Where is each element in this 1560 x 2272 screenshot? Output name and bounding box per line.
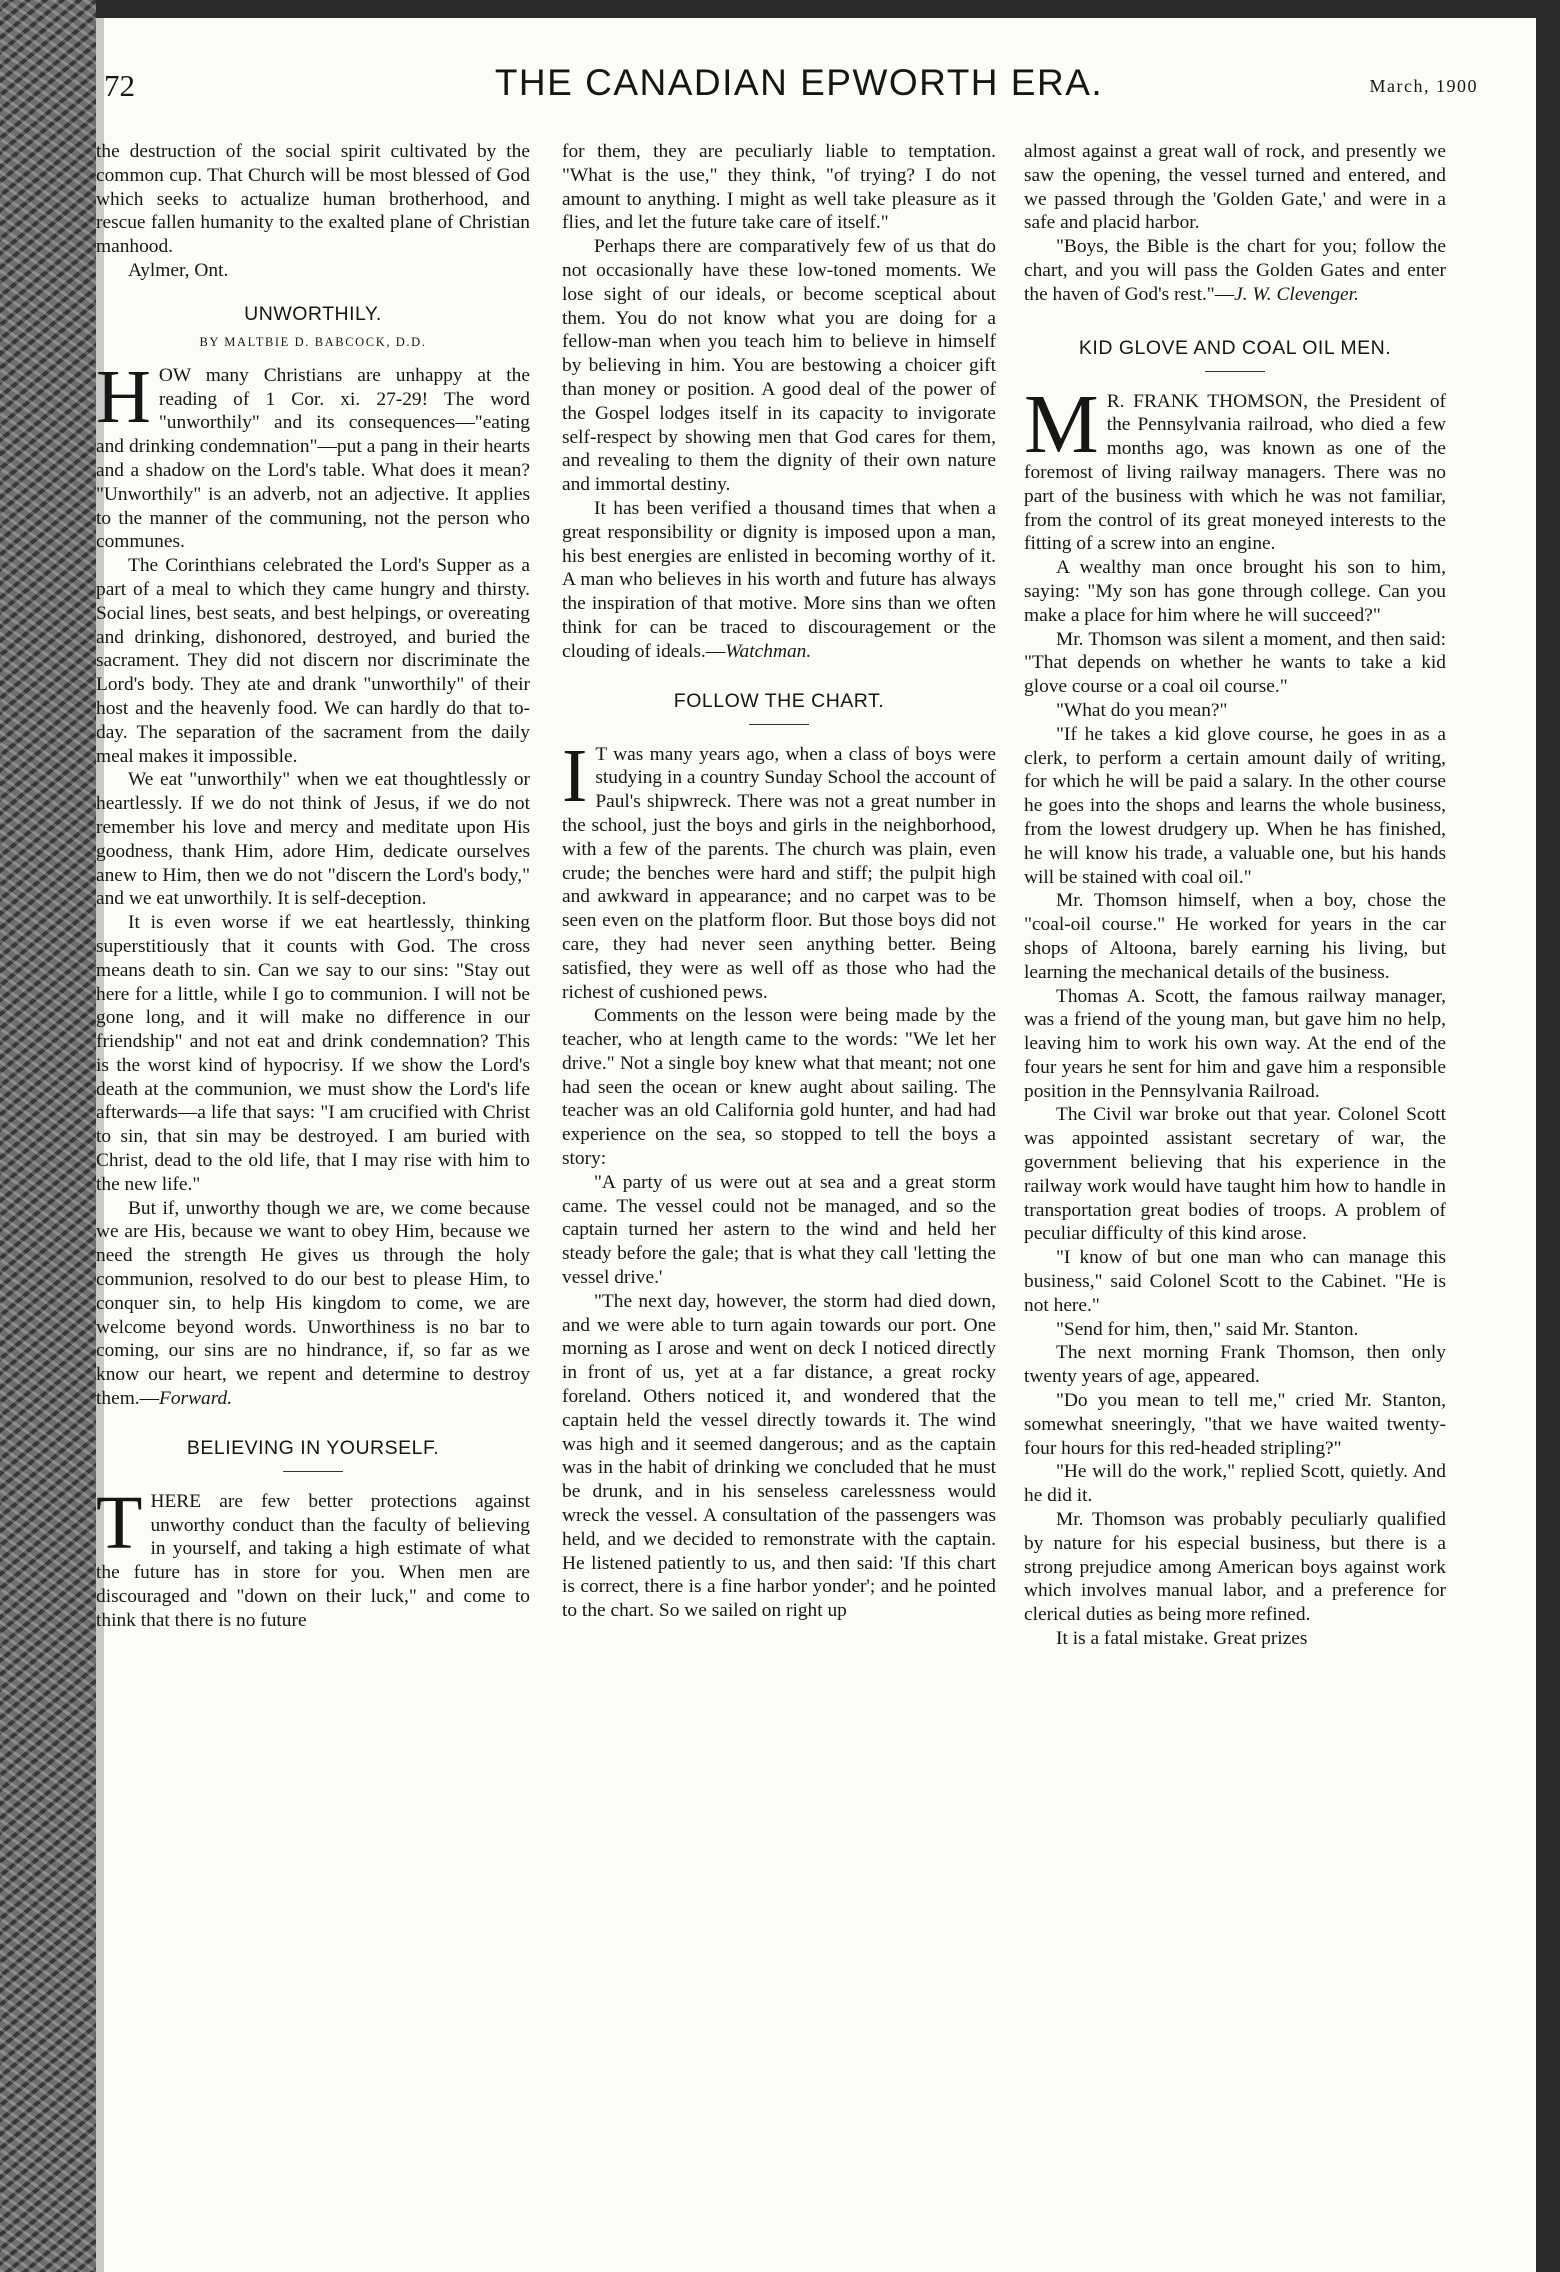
article-paragraph: It is a fatal mistake. Great prizes [1056, 1628, 1308, 1650]
title-rule [1205, 371, 1265, 372]
article-continuation: the destruction of the social spirit cultivated by the common cup. That Church will be most blessed of God which seeks to actualize human brotherhood, and rescue fallen humanity to the exalted plane of Christian manhood. [96, 141, 530, 258]
page-number: 72 [104, 68, 135, 103]
article-paragraph: I T was many years ago, when a class of boys were studying in a country Sunday School the account of Paul's shipwreck. There was not a great number in the school, just the boys and girls in the neighborhood, with a few of the parents. The church was plain, even crude; the benches were hard and stiff; the pulpit high and awkward in appearance; and no carpet was to be seen even on the platform floor. But those boys did not care, they had never seen anything better. Being satisfied, they were as well off as those who had the richest of cushioned pews. [562, 733, 996, 1003]
column-3 [1024, 140, 1446, 1651]
article-paragraph: It has been verified a thousand times that when a great responsibility or dignity is imposed upon a man, his best energies are enlisted in becoming worthy of it. A man who believes in his worth and future has always the inspiration of that motive. More sins than we often think for can be traced to discouragement or the clouding of ideals.—Watchman. [562, 497, 996, 662]
column-1 [96, 140, 530, 1633]
page-header [104, 60, 1494, 120]
article-paragraph: Mr. Thomson was probably peculiarly qualified by nature for his especial business, but there is a strong prejudice among American boys against work which involves manual labor, and a preference for clerical duties as being more refined. [1024, 1509, 1446, 1626]
article-paragraph: "What do you mean?" [1056, 699, 1228, 721]
article-paragraph: Mr. Thomson himself, when a boy, chose the "coal-oil course." He worked for years in the car shops of Altoona, barely earning his living, but learning the mechanical details of the business. [1024, 890, 1446, 983]
article-paragraph: THERE are few better protections against unworthy conduct than the faculty of believing in yourself, and taking a high estimate of what the future has in store for you. When men are discouraged and "down on their luck," and come to think that there is no future [96, 1480, 530, 1631]
article-title-kid-glove: KID GLOVE AND COAL OIL MEN. [1078, 336, 1392, 359]
article-title-follow-chart: FOLLOW THE CHART. [673, 689, 885, 712]
article-paragraph: The next morning Frank Thomson, then only twenty years of age, appeared. [1024, 1342, 1446, 1388]
column-2 [562, 140, 996, 1623]
article-paragraph: Comments on the lesson were being made by the teacher, who at length came to the words: "We let her drive." Not a single boy knew what that meant; not one had seen the ocean or knew aught about sailing. The teacher was an old California gold hunter, and had had experience on the sea, so stopped to tell the boys a story: [562, 1005, 996, 1170]
article-paragraph: HOW many Christians are unhappy at the reading of 1 Cor. xi. 27-29! The word "unworthily" and its consequences—"eating and drinking condemnation"—put a pang in their hearts and a shadow on the Lord's table. What does it mean? "Unworthily" is an adverb, not an adjective. It applies to the manner of the communing, not the person who communes. [96, 354, 530, 553]
article-paragraph: "Send for him, then," said Mr. Stanton. [1056, 1318, 1359, 1340]
article-paragraph: Thomas A. Scott, the famous railway manager, was a friend of the young man, but gave him no help, leaving him to work his own way. At the end of the four years he sent for him and gave him a responsible position in the Pennsylvania Railroad. [1024, 985, 1446, 1102]
title-rule [749, 724, 809, 725]
article-paragraph: "If he takes a kid glove course, he goes in as a clerk, to perform a certain amount daily of writing, for which he will be paid a salary. In the other course he goes into the shops and learns the whole business, from the lowest drudgery up. When he has finished, he will know his trade, a valuable one, but his hands will be stained with coal oil." [1024, 723, 1446, 888]
article-title-unworthily: UNWORTHILY. [244, 302, 382, 325]
place-signature: Aylmer, Ont. [128, 259, 229, 281]
drop-cap: H [96, 354, 151, 439]
article-paragraph: "The next day, however, the storm had died down, and we were able to turn again towards our port. One morning as I arose and went on deck I noticed directly in front of us, yet at a far distance, a great rocky foreland. Others noticed it, and wondered that the captain held the vessel directly towards it. The wind was high and it seemed dangerous; and as the captain was in the habit of drinking we concluded that he must be drunk, and in his senseless carelessness would wreck the vessel. A consultation of the passengers was held, and we decided to remonstrate with the captain. He listened patiently to us, and then said: 'If this chart is correct, there is a fine harbor yonder'; and he pointed to the chart. So we sailed on right up [562, 1290, 996, 1622]
article-paragraph: "A party of us were out at sea and a great storm came. The vessel could not be managed, and so the captain turned her astern to the wind and held her steady before the gale; that is what they call 'letting the vessel drive.' [562, 1171, 996, 1289]
article-title-believing: BELIEVING IN YOURSELF. [186, 1436, 440, 1459]
article-paragraph: The Corinthians celebrated the Lord's Supper as a part of a meal to which they came hungry and thirsty. Social lines, best seats, and best helpings, or overeating and drinking, dishonored, destroyed, and buried the sacrament. They did not discern nor discriminate the Lord's body. They ate and drank "unworthily" of their host and the heavenly food. We can hardly do that to-day. The separation of the sacrament from the daily meal makes it impossible. [96, 555, 530, 767]
byline: BY MALTBIE D. BABCOCK, D.D. [199, 334, 427, 349]
source-credit: Watchman. [725, 640, 812, 662]
article-paragraph: We eat "unworthily" when we eat thoughtlessly or heartlessly. If we do not think of Jesus, if we do not remember his love and mercy and meditate upon His goodness, thank Him, adore Him, dedicate ourselves anew to Him, then we do not "discern the Lord's body," and we eat unworthily. It is self-deception. [96, 769, 530, 910]
book-binding [0, 0, 96, 2272]
article-paragraph: "Boys, the Bible is the chart for you; follow the chart, and you will pass the Golden Gates and enter the haven of God's rest."—J. W. Clevenger. [1024, 236, 1446, 305]
drop-cap: T [96, 1480, 143, 1565]
drop-cap: I [562, 733, 588, 818]
article-paragraph: Perhaps there are comparatively few of us that do not occasionally have these low-toned moments. We lose sight of our ideals, or become sceptical about them. You do not know what you are doing for a fellow-man when you teach him to believe in himself by believing in him. You are bestowing a choicer gift than money or position. A good deal of the power of the Gospel lodges itself in its capacity to invigorate self-respect by showing men that God cares for them, and revealing to them the dignity of their own nature and immortal destiny. [562, 236, 996, 496]
article-paragraph: almost against a great wall of rock, and presently we saw the opening, the vessel turned and entered, and we passed through the 'Golden Gate,' and were in a safe and placid harbor. [1024, 141, 1446, 234]
article-paragraph: The Civil war broke out that year. Colonel Scott was appointed assistant secretary of war, the government believing that his experience in the railway work would have taught him how to handle in transportation great bodies of troops. A problem of peculiar difficulty of this kind arose. [1024, 1104, 1446, 1245]
article-paragraph: Mr. Thomson was silent a moment, and then said: "That depends on whether he wants to take a kid glove course or a coal oil course." [1024, 628, 1446, 698]
article-paragraph: "He will do the work," replied Scott, quietly. And he did it. [1024, 1461, 1446, 1507]
title-rule [283, 1471, 343, 1472]
publication-title: THE CANADIAN EPWORTH ERA. [494, 62, 1104, 103]
scan-top-edge [96, 0, 1560, 18]
article-paragraph: for them, they are peculiarly liable to temptation. "What is the use," they think, "of trying? I do not amount to anything. I might as well take pleasure as it flies, and let the future take care of itself." [562, 141, 996, 234]
article-paragraph: A wealthy man once brought his son to him, saying: "My son has gone through college. Can you make a place for him where he will succeed?" [1024, 557, 1446, 626]
source-credit: Forward. [159, 1388, 233, 1410]
scan-right-edge [1536, 0, 1560, 2272]
article-paragraph: But if, unworthy though we are, we come because we are His, because we want to obey Him, because we need the strength He gives us through the holy communion, resolved to do our best to please Him, to conquer sin, to help His kingdom to come, we are welcome beyond words. Unworthiness is no bar to coming, our sins are no hindrance, if, so far as we know our heart, we repent and determine to destroy them.—Forward. [96, 1197, 530, 1410]
article-paragraph: "Do you mean to tell me," cried Mr. Stanton, somewhat sneeringly, "that we have waited twenty-four hours for this red-headed stripling?" [1024, 1390, 1446, 1459]
article-paragraph: "I know of but one man who can manage this business," said Colonel Scott to the Cabinet. "He is not here." [1024, 1247, 1446, 1316]
drop-cap: M [1024, 377, 1099, 471]
article-paragraph: M R. FRANK THOMSON, the President of the Pennsylvania railroad, who died a few months ago, was known as one of the foremost of living railway managers. There was no part of the business with which he was not familiar, from the control of its great moneyed interests to the fitting of a screw into an engine. [1024, 377, 1446, 555]
source-credit: J. W. Clevenger. [1234, 283, 1359, 305]
article-paragraph: It is even worse if we eat heartlessly, thinking superstitiously that it counts with God. The cross means death to sin. Can we say to our sins: "Stay out here for a little, while I go to communion. I will not be gone long, and it will make no difference in our friendship" and not eat and drink condemnation? This is the worst kind of hypocrisy. If we show the Lord's death at the communion, we must show the Lord's life afterwards—a life that says: "I am crucified with Christ to sin, that sin may be destroyed. I am buried with Christ, dead to the old life, that I may rise with him to the new life." [96, 912, 530, 1195]
issue-date: March, 1900 [1369, 76, 1478, 96]
